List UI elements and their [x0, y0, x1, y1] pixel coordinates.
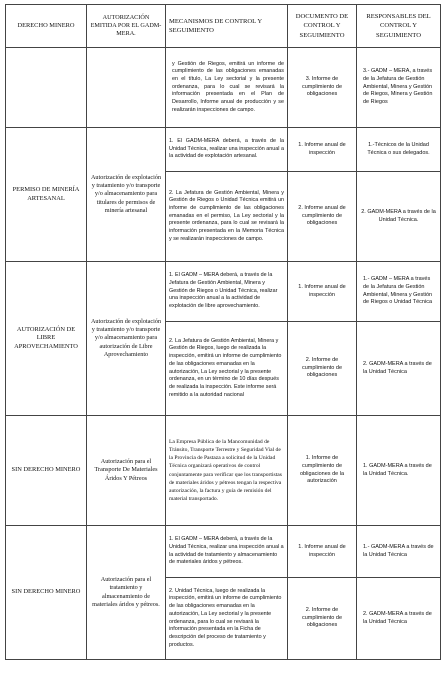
responsible-cell: 2. GADM-MERA a través de la Unidad Técnica	[357, 322, 441, 416]
header-responsables: RESPONSABLES DEL CONTROL Y SEGUIMIENTO	[357, 5, 441, 48]
mechanism-cell: 2. La Jefatura de Gestión Ambiental, Minera y Gestión de Riegos, luego de realizada la inspección, emitirá un informe de cumplimiento de las obligaciones emanadas en la autorización, La Ley sectorial y la presente ordenanza, en un término de 10 días después de realizada la inspección. Este informe será remitido a la autoridad nacional	[166, 322, 288, 416]
authorization-cell: Autorización de explotación y tratamiento y/o transporte y/o almacenamiento para titulares de permisos de minería artesanal	[87, 128, 166, 262]
empty-cell	[87, 48, 166, 128]
responsible-cell: 1.- GADM – MERA a través de la Jefatura de Gestión Ambiental, Minera y Gestión de Riegos o Unidad Técnica	[357, 262, 441, 322]
document-cell: 2. Informe de cumplimiento de obligaciones	[288, 322, 357, 416]
table-row	[6, 262, 441, 322]
document-cell: 2. Informe de cumplimiento de obligaciones	[288, 578, 357, 660]
mechanism-cell: 2. Unidad Técnica, luego de realizada la inspección, emitirá un informe de cumplimiento de las obligaciones emanadas en la autorización, La Ley sectorial y la presente ordenanza, para lo cual se revisará la información presentada en la Ficha de descripción del proceso de tratamiento y productos.	[166, 578, 288, 660]
header-mecanismos: MECANISMOS DE CONTROL Y SEGUIMIENTO	[166, 5, 288, 48]
table-row	[6, 48, 441, 128]
document-cell: 1. Informe anual de inspección	[288, 262, 357, 322]
mining-right-cell: SIN DERECHO MINERO	[6, 526, 87, 660]
document-cell: 1. Informe anual de inspección	[288, 128, 357, 172]
table-row	[6, 526, 441, 578]
document-cell: 3. Informe de cumplimiento de obligaciones	[288, 48, 357, 128]
mechanism-cell: 1. El GADM – MERA deberá, a través de la Jefatura de Gestión Ambiental, Minera y Gestión de Riegos o Unidad Técnica, realizar una inspección anual a la actividad de explotación de libre aprovechamiento.	[166, 262, 288, 322]
control-table	[5, 4, 441, 660]
mining-right-cell: PERMISO DE MINERÍA ARTESANAL	[6, 128, 87, 262]
document-cell: 1. Informe de cumplimiento de obligaciones de la autorización	[288, 416, 357, 526]
responsible-cell: 1.-Técnicos de la Unidad Técnica o sus delegados.	[357, 128, 441, 172]
header-row	[6, 5, 441, 48]
responsible-cell: 1. GADM-MERA a través de la Unidad Técnica.	[357, 416, 441, 526]
mechanism-cell: 1. El GADM – MERA deberá, a través de la Unidad Técnica, realizar una inspección anual a la actividad de tratamiento y almacenamiento de materiales áridos y pétreos.	[166, 526, 288, 578]
header-derecho-minero: DERECHO MINERO	[6, 5, 87, 48]
mechanism-cell: La Empresa Pública de la Mancomunidad de Tránsito, Transporte Terrestre y Seguridad Vial de la Provincia de Pastaza a solicitud de la Unidad Técnica organizará operativos de control conjuntamente para verificar que los transportistas de materiales áridos y pétreos tengan la respectiva autorización, la factura y guía de remisión del material transportado.	[166, 416, 288, 526]
header-documento: DOCUMENTO DE CONTROL Y SEGUIMIENTO	[288, 5, 357, 48]
authorization-cell: Autorización para el Transporte De Materiales Áridos Y Pétreos	[87, 416, 166, 526]
document-cell: 2. Informe anual de cumplimiento de obligaciones	[288, 172, 357, 262]
authorization-cell: Autorización de explotación y tratamiento y/o transporte y/o almacenamiento para autorización de Libre Aprovechamiento	[87, 262, 166, 416]
responsible-cell: 3.- GADM – MERA, a través de la Jefatura de Gestión Ambiental, Minera y Gestión de Riegos, Minera y Gestión de Riegos	[357, 48, 441, 128]
responsible-cell: 2. GADM-MERA a través de la Unidad Técnica	[357, 578, 441, 660]
mechanism-cell: 2. La Jefatura de Gestión Ambiental, Minera y Gestión de Riegos o Unidad Técnica emitirá un informe de cumplimiento de las obligaciones emanadas en el permiso, La Ley sectorial y la presente ordenanza, para lo cual se revisará la información presentada en la Memoria Técnica y se realizarán inspecciones de campo.	[166, 172, 288, 262]
mining-right-cell: AUTORIZACIÓN DE LIBRE APROVECHAMIENTO	[6, 262, 87, 416]
document-cell: 1. Informe anual de inspección	[288, 526, 357, 578]
table-row	[6, 128, 441, 172]
mining-right-cell: SIN DERECHO MINERO	[6, 416, 87, 526]
empty-cell	[6, 48, 87, 128]
responsible-cell: 1.- GADM-MERA a través de la Unidad Técnica	[357, 526, 441, 578]
mechanism-cell: y Gestión de Riegos, emitirá un informe de cumplimiento de las obligaciones emanadas en el título, La Ley sectorial y la presente ordenanza, para lo cual se revisará la información presentada en el Plan de Desarrollo, Informe anual de producción y se realizarán inspecciones de campo.	[166, 48, 288, 128]
authorization-cell: Autorización para el tratamiento y almacenamiento de materiales áridos y pétreos.	[87, 526, 166, 660]
table-row	[6, 416, 441, 526]
mechanism-cell: 1. El GADM-MERA deberá, a través de la Unidad Técnica, realizar una inspección anual a la actividad de explotación artesanal.	[166, 128, 288, 172]
responsible-cell: 2. GADM-MERA a través de la Unidad Técnica.	[357, 172, 441, 262]
header-autorizacion: AUTORIZACIÓN EMITIDA POR EL GADM-MERA.	[87, 5, 166, 48]
